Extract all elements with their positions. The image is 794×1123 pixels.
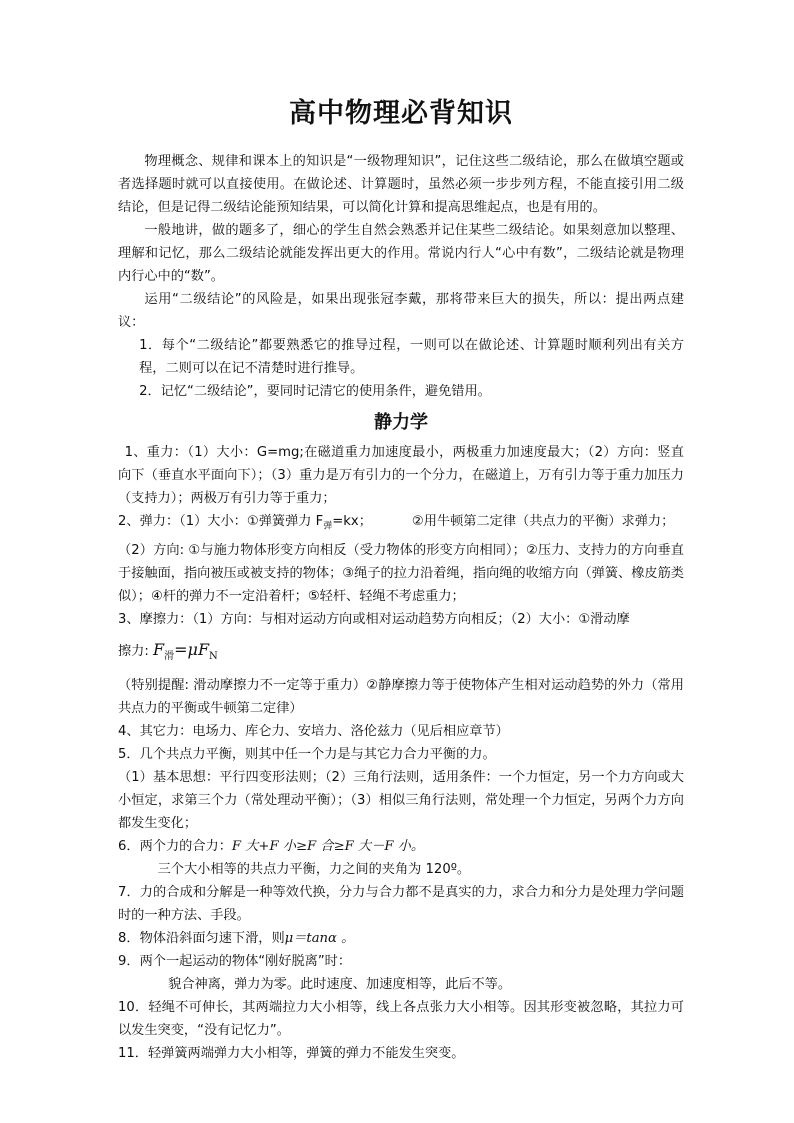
- friction-formula: [153, 639, 218, 662]
- item-separation-note: 貌合神离，弹力为零。此时速度、加速度相等，此后不等。: [168, 976, 512, 992]
- item-friction-formula-line: [118, 637, 684, 670]
- item-separation: 9．两个一起运动的物体“刚好脱离”时：: [118, 953, 352, 969]
- formula-f: F: [153, 639, 165, 659]
- item-resultant-note: 三个大小相等的共点力平衡，力之间的夹角为 120º。: [157, 861, 471, 877]
- item-elastic-sub: 弹: [323, 521, 333, 532]
- intro-paragraph-3: 运用“二级结论”的风险是，如果出现张冠李戴，那将带来巨大的损失，所以：提出两点建议：: [118, 292, 684, 330]
- item-elastic-text: 2、弹力：（1）大小：①弹簧弹力 F: [118, 514, 324, 529]
- item-friction-note: （特别提醒: 滑动摩擦力不一定等于重力）②静摩擦力等于使物体产生相对运动趋势的外力（常用共点力的平衡或牛顿第二定律）: [118, 677, 684, 716]
- intro-paragraph-1: 物理概念、规律和课本上的知识是“一级物理知识”，记住这些二级结论，那么在做填空题或者选择题时就可以直接使用。在做论述、计算题时，虽然必须一步步列方程，不能直接引用二级结论，但是记得二级结论能预知结果，可以简化计算和提高思维起点，也是有用的。: [118, 154, 684, 215]
- formula-sub-n: N: [209, 650, 218, 662]
- item-rope: 10．轻绳不可伸长，其两端拉力大小相等，线上各点张力大小相等。因其形变被忽略，其拉力可以发生突变，“没有记忆力”。: [118, 999, 684, 1038]
- item-resultant: [118, 835, 684, 858]
- item-elastic-formula: =kx；: [332, 514, 372, 529]
- item-elastic-newton: ②用牛顿第二定律（共点力的平衡）求弹力；: [411, 514, 675, 529]
- item-friction-label: 擦力:: [118, 643, 149, 659]
- formula-sub-slide: 滑: [164, 650, 175, 662]
- section-title: 静力学: [374, 412, 428, 433]
- item-gravity: 1、重力：（1）大小：G=mg;在磁道重力加速度最小，两极重力加速度最大；（2）方向：竖直向下（垂直水平面向下）；（3）重力是万有引力的一个分力，在磁道上，万有引力等于重力加压力（支持力）；两极万有引力等于重力；: [118, 445, 684, 506]
- item-incline: [118, 927, 684, 950]
- suggestion-1: 1．每个“二级结论”都要熟悉它的推导过程，一则可以在做论述、计算题时顺利列出有关方程，二则可以在记不清楚时进行推导。: [139, 338, 684, 376]
- item-friction: 3、摩擦力：（1）方向：与相对运动方向或相对运动趋势方向相反；（2）大小：①滑动摩: [118, 611, 630, 627]
- page-title: 高中物理必背知识: [289, 98, 513, 129]
- suggestion-2: 2．记忆“二级结论”，要同时记清它的使用条件，避免错用。: [139, 384, 491, 399]
- item-equilibrium: 5．几个共点力平衡，则其中任一个力是与其它力合力平衡的力。: [118, 746, 496, 762]
- item-resultant-formula: F 大+F 小≥F 合≥F 大－F 小。: [231, 838, 425, 854]
- item-resultant-text: 6．两个力的合力：: [118, 838, 232, 854]
- item-elastic-force: [118, 510, 684, 539]
- item-incline-text: 8．物体沿斜面匀速下滑，则: [118, 930, 285, 946]
- item-equilibrium-methods: （1）基本思想：平行四变形法则；（2）三角行法则，适用条件：一个力恒定，另一个力方向或大小恒定，求第三个力（常处理动平衡）；（3）相似三角行法则，常处理一个力恒定，另两个力方向都发生变化；: [118, 769, 684, 831]
- item-composition: 7．力的合成和分解是一种等效代换，分力与合力都不是真实的力，求合力和分力是处理力学问题时的一种方法、手段。: [118, 884, 684, 923]
- formula-eq: =μF: [174, 639, 210, 659]
- item-spring: 11．轻弹簧两端弹力大小相等，弹簧的弹力不能发生突变。: [118, 1045, 465, 1061]
- intro-paragraph-2: 一般地讲，做的题多了，细心的学生自然会熟悉并记住某些二级结论。如果刻意加以整理、理解和记忆，那么二级结论就能发挥出更大的作用。常说内行人“心中有数”，二级结论就是物理内行心中的“数”。: [118, 223, 684, 284]
- item-elastic-direction: （2）方向: ①与施力物体形变方向相反（受力物体的形变方向相同）；②压力、支持力的方向垂直于接触面，指向被压或被支持的物体；③绳子的拉力沿着绳，指向绳的收缩方向（弹簧、橡皮筋类似）；④杆的弹力不一定沿着杆；⑤轻杆、轻绳不考虑重力；: [118, 542, 684, 604]
- item-incline-formula: μ＝tanα 。: [284, 930, 355, 946]
- item-other-forces: 4、其它力：电场力、库仑力、安培力、洛伦兹力（见后相应章节）: [118, 723, 509, 739]
